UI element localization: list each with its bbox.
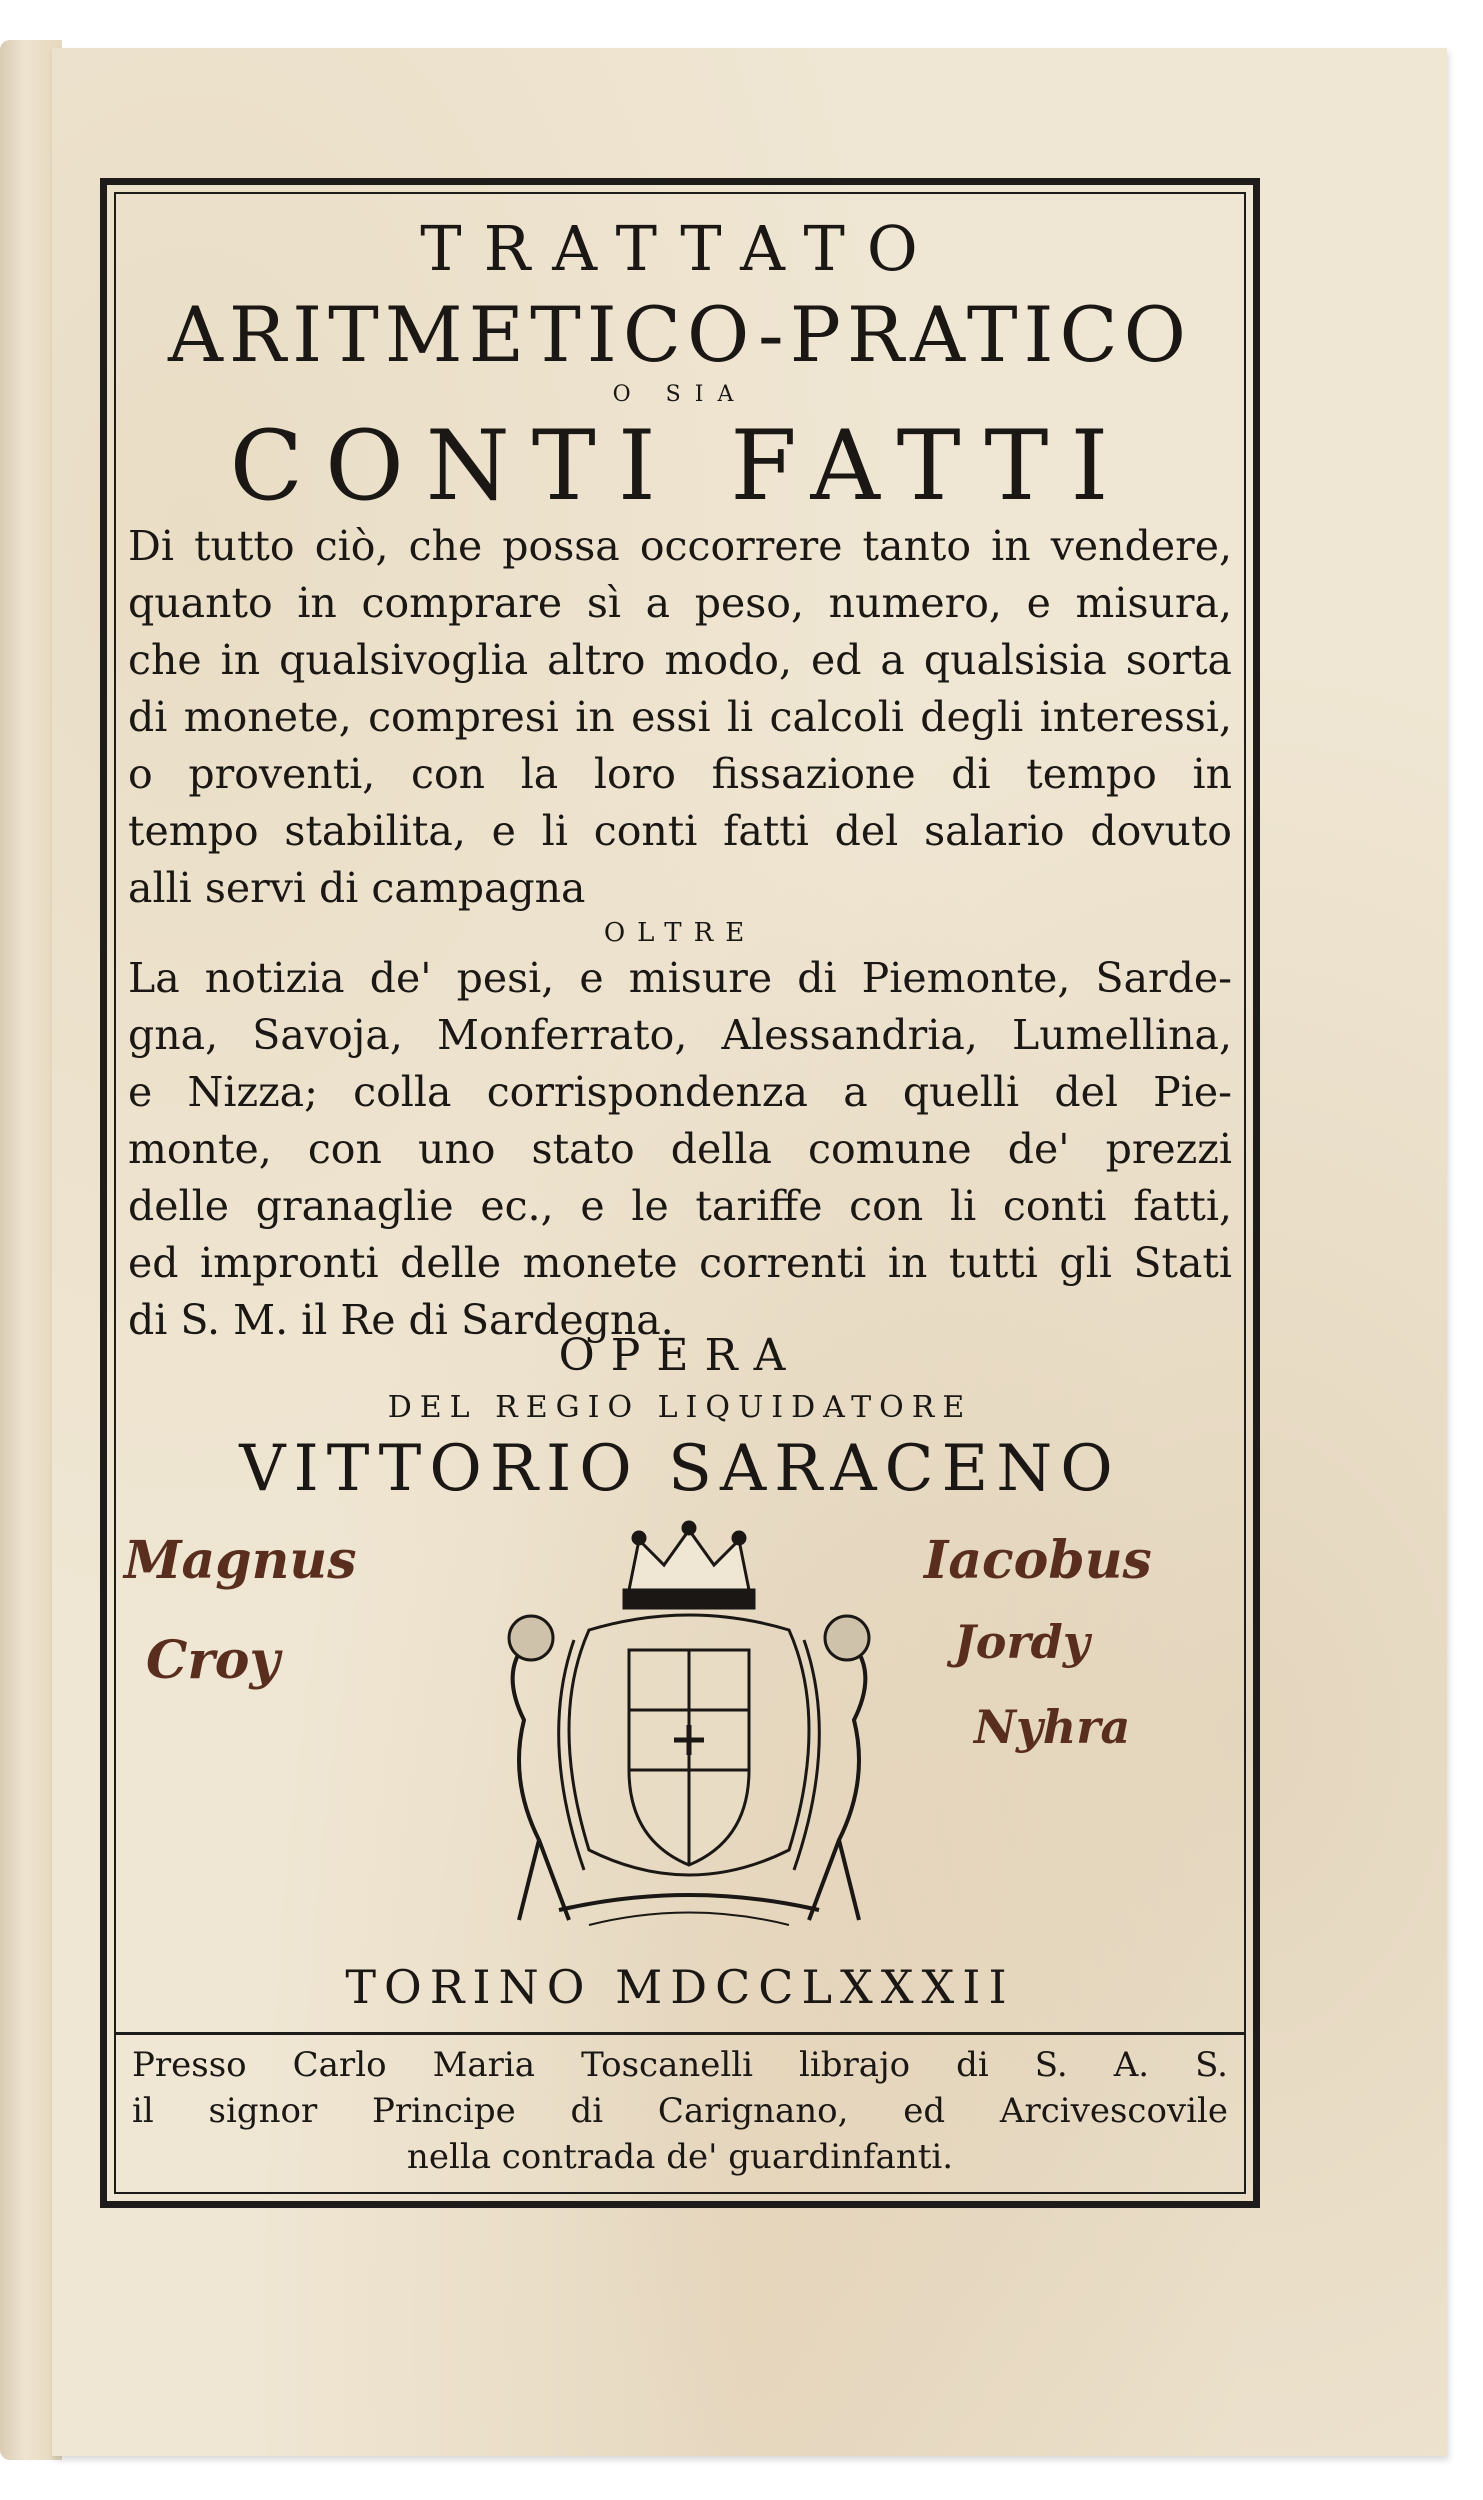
title-line-2: ARITMETICO-PRATICO — [167, 290, 1192, 379]
imprint-line: nella contrada de' guardinfanti. — [406, 2137, 954, 2177]
author-role: DEL REGIO LIQUIDATORE — [387, 1390, 973, 1425]
imprint-block — [132, 2042, 1228, 2180]
notizia-line: e Nizza; colla corrispondenza a quelli del Pie- — [128, 1068, 1232, 1116]
imprint-line: il signor Principe di Carignano, ed Arcivescovile — [132, 2091, 1228, 2131]
notizia-block — [128, 950, 1232, 1349]
description-line: o proventi, con la loro fissazione di tempo in — [128, 750, 1232, 798]
notizia-line: delle granaglie ec., e le tariffe con li conti fatti, — [128, 1182, 1232, 1230]
description-line: Di tutto ciò, che possa occorrere tanto in vendere, — [128, 522, 1232, 570]
opera-heading: OPERA — [558, 1330, 802, 1381]
oltre-heading: OLTRE — [603, 918, 757, 948]
imprint-divider — [114, 2032, 1246, 2035]
handwritten-signature: Iacobus — [924, 1530, 1152, 1591]
notizia-line: ed impronti delle monete correnti in tutti gli Stati — [128, 1239, 1232, 1287]
author-name: VITTORIO SARACENO — [239, 1432, 1121, 1506]
description-line: di monete, compresi in essi li calcoli degli interessi, — [128, 693, 1232, 741]
notizia-line: di S. M. il Re di Sardegna. — [128, 1296, 674, 1344]
imprint-line: Presso Carlo Maria Toscanelli librajo di S. A. S. — [132, 2045, 1228, 2085]
notizia-line: gna, Savoja, Monferrato, Alessandria, Lumellina, — [128, 1011, 1232, 1059]
title-line-4: CONTI FATTI — [229, 410, 1131, 522]
notizia-line: monte, con uno stato della comune de' prezzi — [128, 1125, 1232, 1173]
handwritten-signature: Magnus — [124, 1530, 357, 1591]
title-page-content — [124, 200, 1236, 2190]
description-line: tempo stabilita, e li conti fatti del salario dovuto — [128, 807, 1232, 855]
title-line-1: TRATTATO — [420, 212, 940, 285]
title-line-3: O SIA — [612, 382, 748, 407]
description-block — [128, 518, 1232, 917]
handwritten-signature: Jordy — [954, 1615, 1090, 1669]
notizia-line: La notizia de' pesi, e misure di Piemonte, Sarde- — [128, 954, 1232, 1002]
description-line: che in qualsivoglia altro modo, ed a qualsisia sorta — [128, 636, 1232, 684]
handwritten-signature: Nyhra — [974, 1700, 1131, 1754]
description-line: alli servi di campagna — [128, 864, 586, 912]
handwritten-signature: Croy — [146, 1630, 280, 1691]
place-and-date: TORINO MDCCLXXXII — [345, 1960, 1015, 2014]
royal-coat-of-arms-emblem — [469, 1520, 909, 1940]
description-line: quanto in comprare sì a peso, numero, e misura, — [128, 579, 1232, 627]
